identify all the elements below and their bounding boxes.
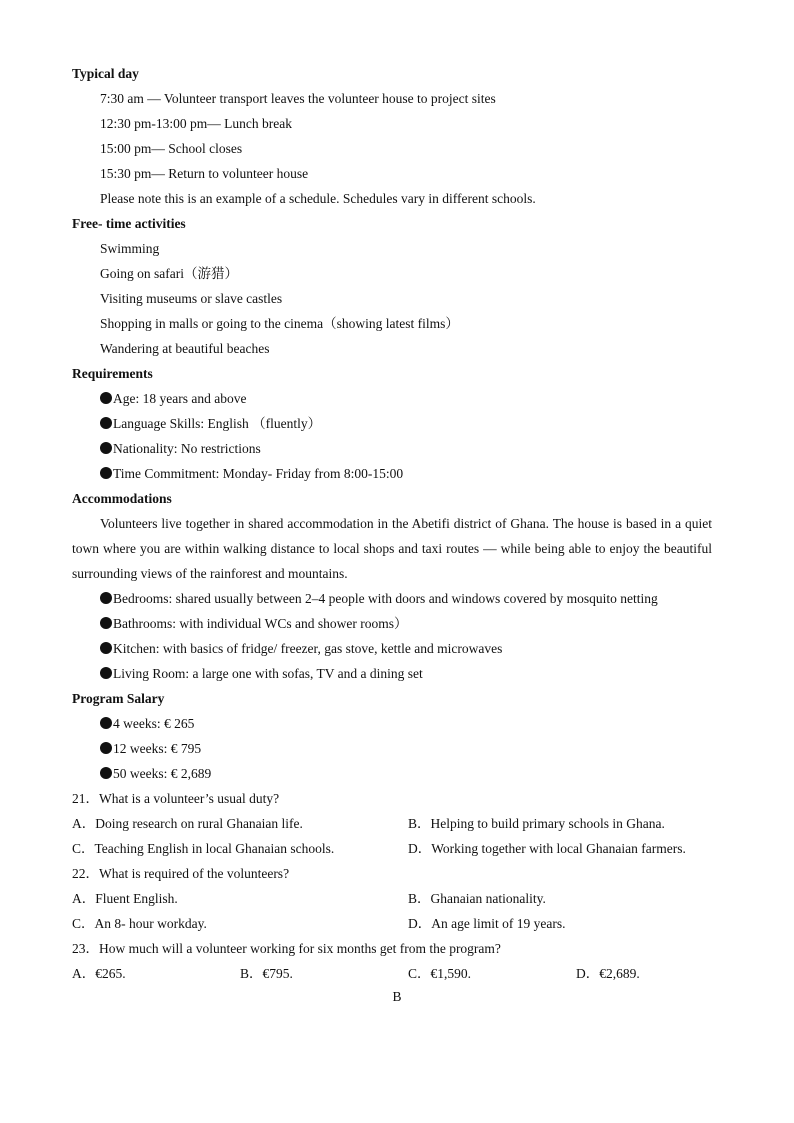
question-22-options-row [72, 911, 712, 936]
activity-item: Visiting museums or slave castles [100, 291, 283, 306]
activity-item: Wandering at beautiful beaches [100, 341, 270, 356]
salary-item [72, 736, 712, 761]
question-22-stem: 22．What is required of the volunteers? [72, 866, 290, 881]
requirements-heading: Requirements [72, 366, 153, 381]
option-b: B．€795. [240, 966, 293, 981]
typical-day-heading: Typical day [72, 66, 139, 81]
schedule-item: 7:30 am — Volunteer transport leaves the volunteer house to project sites [100, 91, 496, 106]
option-b: B．Helping to build primary schools in Ghana. [408, 816, 665, 831]
page-footer: B [392, 989, 402, 1004]
accommodation-item [72, 661, 712, 686]
accommodation-item [72, 636, 712, 661]
requirement-item [72, 386, 712, 411]
option-c: C．Teaching English in local Ghanaian schools. [72, 841, 335, 856]
bullet-icon [100, 592, 112, 604]
salary-text: 50 weeks: € 2,689 [113, 766, 212, 781]
option-d: D．€2,689. [576, 966, 640, 981]
salary-text: 4 weeks: € 265 [113, 716, 195, 731]
bullet-icon [100, 642, 112, 654]
requirement-text: Nationality: No restrictions [113, 441, 261, 456]
schedule-note: Please note this is an example of a schedule. Schedules vary in different schools. [100, 191, 536, 206]
accommodation-text: Living Room: a large one with sofas, TV and a dining set [113, 666, 423, 681]
option-a: A．Fluent English. [72, 891, 178, 906]
salary-text: 12 weeks: € 795 [113, 741, 202, 756]
accommodations-heading: Accommodations [72, 491, 172, 506]
accommodations-paragraph: Volunteers live together in shared accommodation in the Abetifi district of Ghana. The house is based in a quiet town where you are within walking distance to local shops and taxi routes — while being able to enjoy the beautiful surrounding views of the rainforest and mountains. [72, 516, 712, 581]
bullet-icon [100, 417, 112, 429]
requirement-item [72, 411, 712, 436]
accommodation-item [72, 586, 712, 611]
bullet-icon [100, 442, 112, 454]
bullet-icon [100, 767, 112, 779]
option-a: A．Doing research on rural Ghanaian life. [72, 816, 303, 831]
accommodation-item [72, 611, 712, 636]
schedule-item: 15:30 pm— Return to volunteer house [100, 166, 309, 181]
accommodation-text: Kitchen: with basics of fridge/ freezer, gas stove, kettle and microwaves [113, 641, 503, 656]
question-21-options-row [72, 811, 712, 836]
question-21-options-row [72, 836, 712, 861]
activity-item: Swimming [100, 241, 160, 256]
salary-heading: Program Salary [72, 691, 165, 706]
bullet-icon [100, 617, 112, 629]
option-c: C．An 8- hour workday. [72, 916, 207, 931]
option-c: C．€1,590. [408, 966, 472, 981]
salary-item [72, 761, 712, 786]
bullet-icon [100, 742, 112, 754]
question-23-options-row [72, 961, 712, 986]
salary-item [72, 711, 712, 736]
bullet-icon [100, 717, 112, 729]
accommodation-text: Bedrooms: shared usually between 2–4 people with doors and windows covered by mosquito netting [113, 591, 658, 606]
free-time-heading: Free- time activities [72, 216, 186, 231]
bullet-icon [100, 667, 112, 679]
requirement-text: Time Commitment: Monday- Friday from 8:00-15:00 [113, 466, 404, 481]
question-23-stem: 23．How much will a volunteer working for six months get from the program? [72, 941, 501, 956]
bullet-icon [100, 467, 112, 479]
schedule-item: 12:30 pm-13:00 pm— Lunch break [100, 116, 292, 131]
requirement-item [72, 461, 712, 486]
question-22-options-row [72, 886, 712, 911]
option-d: D．An age limit of 19 years. [408, 916, 566, 931]
accommodation-text: Bathrooms: with individual WCs and shower rooms） [113, 616, 408, 631]
requirement-text: Language Skills: English （fluently） [113, 416, 322, 431]
question-21-stem: 21．What is a volunteer’s usual duty? [72, 791, 280, 806]
requirement-item [72, 436, 712, 461]
schedule-item: 15:00 pm— School closes [100, 141, 243, 156]
option-b: B．Ghanaian nationality. [408, 891, 546, 906]
activity-item: Shopping in malls or going to the cinema（showing latest films） [100, 316, 459, 331]
document-page [72, 61, 712, 986]
option-a: A．€265. [72, 966, 126, 981]
bullet-icon [100, 392, 112, 404]
option-d: D．Working together with local Ghanaian farmers. [408, 841, 686, 856]
requirement-text: Age: 18 years and above [113, 391, 247, 406]
activity-item: Going on safari（游猎） [100, 266, 238, 281]
